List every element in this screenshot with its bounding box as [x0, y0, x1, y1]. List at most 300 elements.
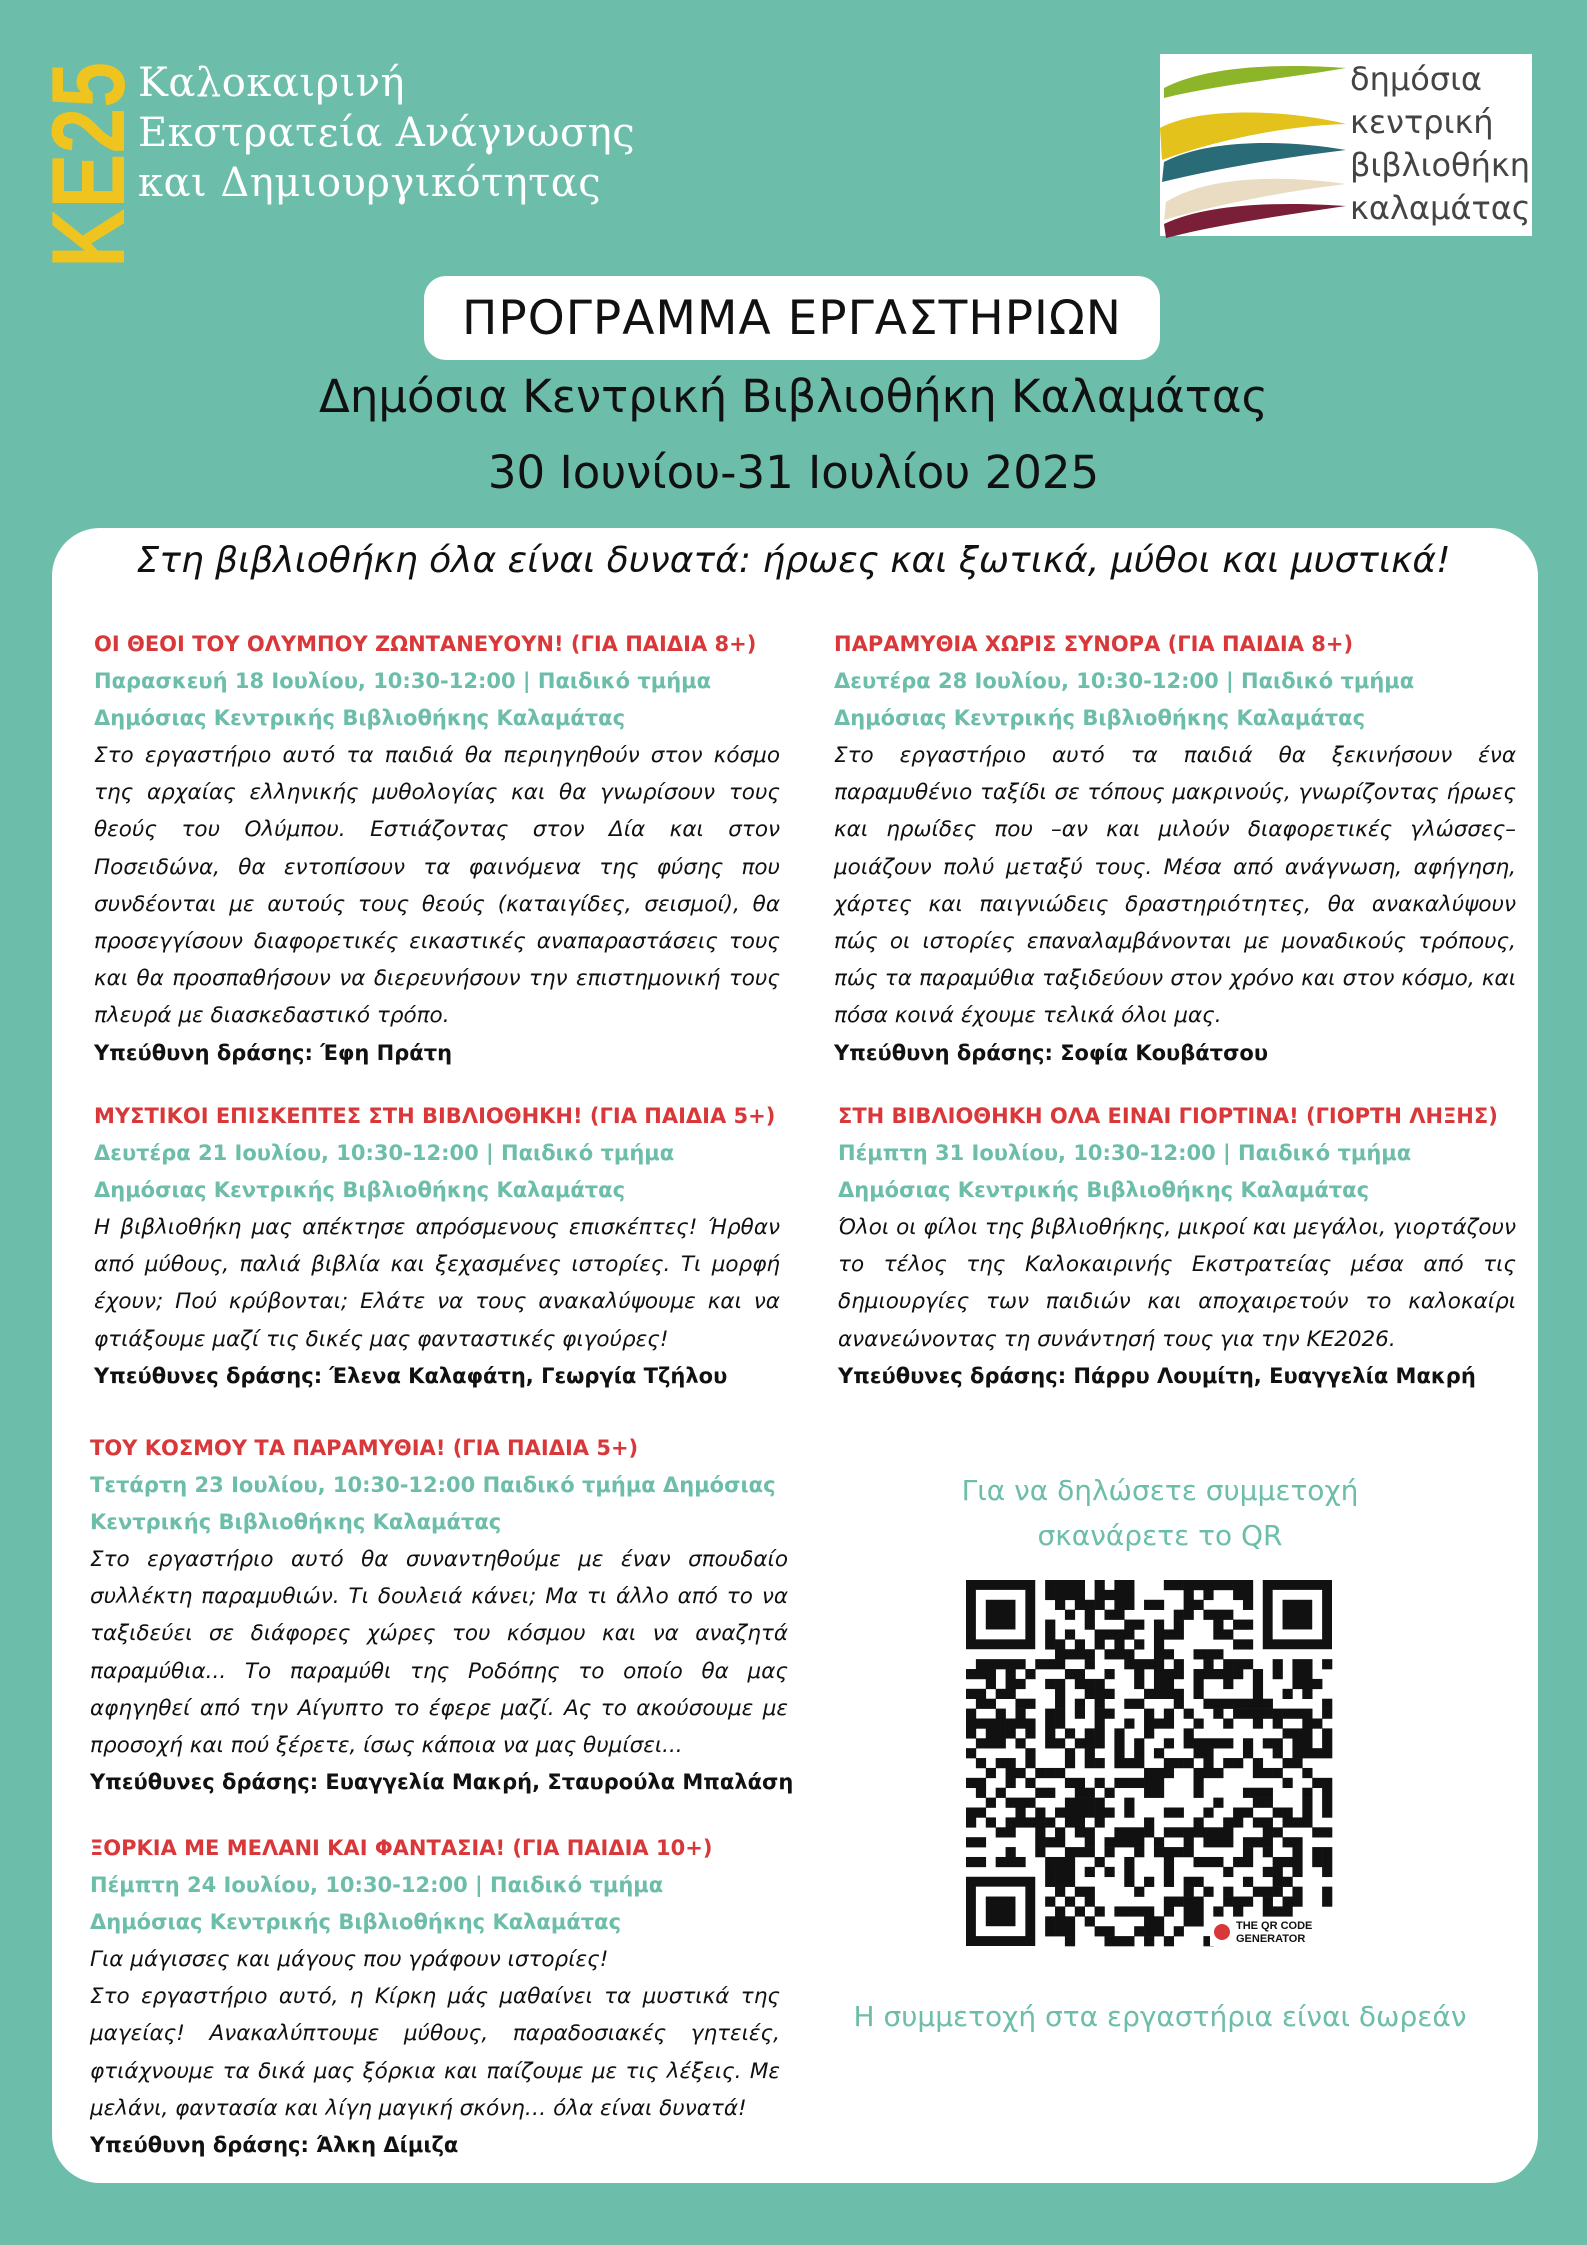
- qr-module: [1095, 1808, 1105, 1818]
- qr-module: [1312, 1827, 1322, 1837]
- qr-module: [1124, 1877, 1134, 1887]
- qr-module: [1243, 1738, 1253, 1748]
- qr-module: [1302, 1817, 1312, 1827]
- qr-module: [1184, 1580, 1194, 1590]
- qr-module: [1203, 1808, 1213, 1818]
- qr-module: [1045, 1580, 1055, 1590]
- qr-module: [1006, 1827, 1016, 1837]
- qr-module: [966, 1728, 976, 1738]
- qr-module: [1283, 1857, 1293, 1867]
- qr-module: [1144, 1906, 1154, 1916]
- qr-module: [1312, 1748, 1322, 1758]
- qr-module: [1045, 1867, 1055, 1877]
- event-date-location: Δευτέρα 21 Ιουλίου, 10:30-12:00 | Παιδικό τμήμα Δημόσιας Κεντρικής Βιβλιοθήκης Καλαμάτας: [94, 1141, 675, 1202]
- qr-module: [1035, 1768, 1045, 1778]
- qr-module: [1095, 1817, 1105, 1827]
- qr-module: [1065, 1817, 1075, 1827]
- qr-module: [1055, 1857, 1065, 1867]
- qr-module: [1164, 1936, 1174, 1946]
- qr-module: [1213, 1827, 1223, 1837]
- qr-module: [1104, 1669, 1114, 1679]
- campaign-line: Καλοκαιρινή: [138, 60, 406, 106]
- qr-module: [1302, 1798, 1312, 1808]
- qr-module: [986, 1679, 996, 1689]
- qr-module: [1302, 1768, 1312, 1778]
- qr-module: [1203, 1699, 1213, 1709]
- qr-module: [1085, 1649, 1095, 1659]
- qr-module: [1292, 1817, 1302, 1827]
- qr-module: [1095, 1639, 1105, 1649]
- qr-module: [1006, 1768, 1016, 1778]
- qr-module: [1194, 1897, 1204, 1907]
- date-range: 30 Ιουνίου-31 Ιουλίου 2025: [487, 446, 1100, 499]
- qr-module: [976, 1738, 986, 1748]
- qr-badge-text: THE QR CODE: [1236, 1920, 1313, 1932]
- qr-module: [1164, 1867, 1174, 1877]
- qr-module: [1292, 1837, 1302, 1847]
- qr-module: [996, 1659, 1006, 1669]
- qr-module: [1273, 1877, 1283, 1887]
- qr-module: [1154, 1639, 1164, 1649]
- qr-module: [1273, 1827, 1283, 1837]
- library-logo-text: [1350, 58, 1531, 230]
- qr-module: [1194, 1600, 1204, 1610]
- qr-module: [1213, 1837, 1223, 1847]
- qr-module: [1025, 1758, 1035, 1768]
- qr-module: [1065, 1728, 1075, 1738]
- qr-module: [1223, 1827, 1233, 1837]
- qr-module: [1134, 1827, 1144, 1837]
- qr-module: [1124, 1778, 1134, 1788]
- qr-module: [1184, 1590, 1194, 1600]
- qr-module: [1104, 1610, 1114, 1620]
- qr-module: [966, 1669, 976, 1679]
- qr-module: [1006, 1659, 1016, 1669]
- qr-module: [1154, 1837, 1164, 1847]
- qr-module: [1253, 1788, 1263, 1798]
- qr-module: [1006, 1689, 1016, 1699]
- qr-module: [1203, 1827, 1213, 1837]
- qr-module: [1322, 1887, 1332, 1897]
- qr-module: [1292, 1728, 1302, 1738]
- event-title: ΜΥΣΤΙΚΟΙ ΕΠΙΣΚΕΠΤΕΣ ΣΤΗ ΒΙΒΛΙΟΘΗΚΗ! (ΓΙΑ ΠΑΙΔΙΑ 5+): [94, 1104, 776, 1128]
- qr-module: [1114, 1936, 1124, 1946]
- qr-module: [1292, 1679, 1302, 1689]
- qr-module: [1045, 1877, 1055, 1887]
- event-card: [94, 626, 780, 1072]
- qr-module: [1213, 1610, 1223, 1620]
- qr-module: [1263, 1788, 1273, 1798]
- qr-module: [1164, 1580, 1174, 1590]
- qr-module: [1233, 1857, 1243, 1867]
- qr-module: [1312, 1679, 1322, 1689]
- qr-module: [1035, 1837, 1045, 1847]
- qr-module: [1233, 1659, 1243, 1669]
- qr-module: [1292, 1867, 1302, 1877]
- qr-module: [1095, 1738, 1105, 1748]
- qr-module: [1263, 1837, 1273, 1847]
- qr-module: [976, 1778, 986, 1788]
- qr-module: [1045, 1768, 1055, 1778]
- qr-module: [1184, 1709, 1194, 1719]
- qr-module: [1085, 1600, 1095, 1610]
- campaign-line: και Δημιουργικότητας: [138, 160, 602, 206]
- qr-module: [1184, 1758, 1194, 1768]
- qr-module: [1213, 1857, 1223, 1867]
- qr-module: [1006, 1718, 1016, 1728]
- qr-module: [1104, 1709, 1114, 1719]
- qr-module: [1015, 1808, 1025, 1818]
- qr-module: [1006, 1798, 1016, 1808]
- qr-module: [1164, 1808, 1174, 1818]
- qr-module: [1253, 1758, 1263, 1768]
- qr-module: [1164, 1827, 1174, 1837]
- motto: Στη βιβλιοθήκη όλα είναι δυνατά: ήρωες και ξωτικά, μύθοι και μυστικά!: [136, 540, 1451, 581]
- event-responsible: Υπεύθυνες δράσης: Ευαγγελία Μακρή, Σταυρούλα Μπαλάση: [90, 1770, 794, 1795]
- qr-module: [1104, 1590, 1114, 1600]
- qr-module: [1184, 1827, 1194, 1837]
- qr-module: [1184, 1728, 1194, 1738]
- qr-module: [1223, 1659, 1233, 1669]
- qr-module: [1194, 1669, 1204, 1679]
- qr-module: [1174, 1897, 1184, 1907]
- event-description: Η βιβλιοθήκη μας απέκτησε απρόσμενους επισκέπτες! Ήρθαν από μύθους, παλιά βιβλία και ξεχασμένες ιστορίες. Τι μορφή έχουν; Πού κρύβονται; Ελάτε να τους ανακαλύψουμε και να φτιάξουμε μαζί τις δικές μας φανταστικές φιγούρες!: [94, 1215, 780, 1352]
- qr-module: [1174, 1610, 1184, 1620]
- qr-module: [1015, 1817, 1025, 1827]
- qr-module: [1124, 1867, 1134, 1877]
- qr-module: [1134, 1738, 1144, 1748]
- qr-module: [996, 1718, 1006, 1728]
- qr-module: [1213, 1669, 1223, 1679]
- qr-module: [1312, 1718, 1322, 1728]
- qr-module: [1075, 1699, 1085, 1709]
- qr-module: [1144, 1600, 1154, 1610]
- qr-module: [1134, 1837, 1144, 1847]
- qr-module: [1154, 1649, 1164, 1659]
- qr-module: [1233, 1669, 1243, 1679]
- qr-module: [1065, 1669, 1075, 1679]
- qr-module: [1322, 1778, 1332, 1788]
- qr-module: [1312, 1857, 1322, 1867]
- qr-module: [1144, 1659, 1154, 1669]
- qr-module: [1075, 1778, 1085, 1788]
- event-date-location: Παρασκευή 18 Ιουλίου, 10:30-12:00 | Παιδικό τμήμα Δημόσιας Κεντρικής Βιβλιοθήκης Καλαμάτας: [94, 669, 712, 730]
- qr-module: [1085, 1897, 1095, 1907]
- qr-module: [1124, 1649, 1134, 1659]
- qr-module: [1006, 1857, 1016, 1867]
- qr-module: [1164, 1689, 1174, 1699]
- qr-module: [1213, 1620, 1223, 1630]
- qr-module: [1233, 1906, 1243, 1916]
- qr-module: [1045, 1817, 1055, 1827]
- qr-module: [1095, 1679, 1105, 1689]
- qr-module: [996, 1788, 1006, 1798]
- qr-module: [1065, 1808, 1075, 1818]
- qr-module: [1174, 1808, 1184, 1818]
- qr-module: [1322, 1897, 1332, 1907]
- qr-module: [1095, 1906, 1105, 1916]
- qr-module: [1114, 1906, 1124, 1916]
- qr-module: [1095, 1629, 1105, 1639]
- qr-module: [1085, 1788, 1095, 1798]
- qr-module: [1312, 1847, 1322, 1857]
- page-title: ΠΡΟΓΡΑΜΜΑ ΕΡΓΑΣΤΗΡΙΩΝ: [424, 276, 1160, 360]
- qr-code[interactable]: [966, 1580, 1332, 1946]
- qr-module: [1194, 1877, 1204, 1887]
- qr-module: [1035, 1659, 1045, 1669]
- qr-module: [1075, 1847, 1085, 1857]
- event-responsible: Υπεύθυνη δράσης: Σοφία Κουβάτσου: [834, 1040, 1269, 1065]
- qr-module: [1045, 1926, 1055, 1936]
- qr-module: [1065, 1610, 1075, 1620]
- qr-module: [1095, 1689, 1105, 1699]
- qr-module: [1203, 1758, 1213, 1768]
- qr-module: [1174, 1926, 1184, 1936]
- library-logo: [1160, 54, 1532, 236]
- qr-module: [1233, 1620, 1243, 1630]
- qr-module: [1164, 1679, 1174, 1689]
- qr-module: [1263, 1867, 1273, 1877]
- qr-module: [1322, 1738, 1332, 1748]
- qr-module: [1065, 1897, 1075, 1907]
- qr-module: [1283, 1778, 1293, 1788]
- qr-module: [1075, 1639, 1085, 1649]
- qr-module: [1184, 1877, 1194, 1887]
- qr-module: [986, 1699, 996, 1709]
- qr-module: [1283, 1689, 1293, 1699]
- qr-module: [1213, 1580, 1223, 1590]
- event-description: Στο εργαστήριο αυτό, η Κίρκη μάς μαθαίνει τα μυστικά της μαγείας! Ανακαλύπτουμε μύθους, παραδοσιακές γητειές, φτιάχνουμε τα δικά μας ξόρκια και παίζουμε με τις λέξεις. Με μελάνι, φαντασία και λίγη μαγική σκόνη… όλα είναι δυνατά!: [90, 1984, 780, 2121]
- ke25-logo: [31, 7, 147, 268]
- qr-module: [1065, 1629, 1075, 1639]
- qr-module: [1055, 1590, 1065, 1600]
- qr-module: [1273, 1748, 1283, 1758]
- qr-module: [966, 1689, 976, 1699]
- qr-module: [1025, 1669, 1035, 1679]
- qr-module: [1104, 1629, 1114, 1639]
- qr-module: [1134, 1748, 1144, 1758]
- qr-module: [1283, 1837, 1293, 1847]
- qr-module: [1164, 1847, 1174, 1857]
- qr-module: [1015, 1659, 1025, 1669]
- event-description: Στο εργαστήριο αυτό τα παιδιά θα περιηγηθούν στον κόσμο της αρχαίας ελληνικής μυθολογίας και θα γνωρίσουν τους θεούς του Ολύμπου. Εστιάζοντας στον Δία και στον Ποσειδώνα, θα εντοπίσουν τα φαινόμενα της φύσης που συνδέονται με αυτούς τους θεούς (καταιγίδες, σεισμοί), θα προσεγγίσουν διαφορετικές εικαστικές αναπαραστάσεις τους και θα προσπαθήσουν να διερευνήσουν την επιστημονική τους πλευρά με διασκεδαστικό τρόπο.: [94, 743, 780, 1029]
- qr-module: [1164, 1758, 1174, 1768]
- qr-module: [1035, 1808, 1045, 1818]
- qr-module: [1194, 1768, 1204, 1778]
- qr-module: [1144, 1817, 1154, 1827]
- qr-module: [1283, 1758, 1293, 1768]
- qr-module: [1312, 1778, 1322, 1788]
- qr-module: [1025, 1699, 1035, 1709]
- qr-module: [1322, 1788, 1332, 1798]
- qr-module: [1114, 1758, 1124, 1768]
- qr-module: [1164, 1738, 1174, 1748]
- qr-module: [1015, 1798, 1025, 1808]
- qr-module: [1124, 1837, 1134, 1847]
- qr-module: [1174, 1758, 1184, 1768]
- qr-module: [1203, 1748, 1213, 1758]
- qr-module: [1243, 1709, 1253, 1719]
- qr-module: [1124, 1718, 1134, 1728]
- qr-module: [1104, 1689, 1114, 1699]
- qr-module: [1085, 1728, 1095, 1738]
- qr-module: [996, 1758, 1006, 1768]
- qr-module: [1223, 1679, 1233, 1689]
- event-card: [90, 1430, 794, 1801]
- qr-module: [1233, 1709, 1243, 1719]
- qr-module: [1213, 1768, 1223, 1778]
- qr-module: [1134, 1699, 1144, 1709]
- qr-module: [1134, 1906, 1144, 1916]
- qr-module: [1104, 1837, 1114, 1847]
- qr-module: [1124, 1600, 1134, 1610]
- event-title: ΤΟΥ ΚΟΣΜΟΥ ΤΑ ΠΑΡΑΜΥΘΙΑ! (ΓΙΑ ΠΑΙΔΙΑ 5+): [90, 1436, 639, 1460]
- event-card: [834, 626, 1516, 1072]
- qr-module: [1154, 1916, 1164, 1926]
- qr-module: [1075, 1887, 1085, 1897]
- qr-module: [1184, 1887, 1194, 1897]
- qr-module: [1194, 1817, 1204, 1827]
- qr-module: [1253, 1679, 1263, 1689]
- qr-module: [1223, 1867, 1233, 1877]
- qr-module: [1075, 1709, 1085, 1719]
- qr-module: [1263, 1887, 1273, 1897]
- event-card: [94, 1098, 780, 1395]
- qr-module: [1273, 1768, 1283, 1778]
- qr-module: [1045, 1709, 1055, 1719]
- qr-module: [1253, 1689, 1263, 1699]
- qr-module: [1154, 1679, 1164, 1689]
- qr-module: [1233, 1580, 1243, 1590]
- qr-module: [1223, 1758, 1233, 1768]
- qr-module: [1124, 1620, 1134, 1630]
- qr-module: [1253, 1887, 1263, 1897]
- qr-module: [976, 1808, 986, 1818]
- qr-module: [1273, 1738, 1283, 1748]
- qr-module: [1114, 1610, 1124, 1620]
- qr-module: [976, 1669, 986, 1679]
- qr-module: [1095, 1600, 1105, 1610]
- qr-finder-pattern: [986, 1897, 1016, 1927]
- qr-module: [1203, 1590, 1213, 1600]
- qr-module: [1104, 1808, 1114, 1818]
- library-name: Δημόσια Κεντρική Βιβλιοθήκη Καλαμάτας: [319, 370, 1268, 423]
- qr-module: [1243, 1847, 1253, 1857]
- qr-module: [1065, 1847, 1075, 1857]
- qr-module: [1045, 1897, 1055, 1907]
- qr-module: [1055, 1679, 1065, 1689]
- library-logo-line: δημόσια: [1350, 60, 1482, 98]
- qr-module: [1025, 1798, 1035, 1808]
- qr-module: [996, 1738, 1006, 1748]
- qr-module: [1154, 1600, 1164, 1610]
- qr-module: [1065, 1936, 1075, 1946]
- qr-module: [966, 1857, 976, 1867]
- qr-module: [1263, 1906, 1273, 1916]
- qr-module: [1302, 1718, 1312, 1728]
- qr-badge-text: GENERATOR: [1236, 1933, 1306, 1945]
- qr-module: [1154, 1748, 1164, 1758]
- qr-module: [1243, 1897, 1253, 1907]
- qr-module: [1095, 1857, 1105, 1867]
- qr-module: [1015, 1699, 1025, 1709]
- qr-module: [1114, 1629, 1124, 1639]
- qr-module: [1164, 1877, 1174, 1887]
- qr-module: [1184, 1847, 1194, 1857]
- qr-module: [1114, 1778, 1124, 1788]
- qr-module: [1263, 1768, 1273, 1778]
- qr-module: [1045, 1718, 1055, 1728]
- qr-module: [1025, 1718, 1035, 1728]
- qr-module: [1184, 1916, 1194, 1926]
- qr-module: [1243, 1659, 1253, 1669]
- event-date-location: Πέμπτη 24 Ιουλίου, 10:30-12:00 | Παιδικό τμήμα Δημόσιας Κεντρικής Βιβλιοθήκης Καλαμάτας: [90, 1873, 664, 1934]
- qr-module: [1292, 1709, 1302, 1719]
- qr-module: [1045, 1837, 1055, 1847]
- qr-module: [1055, 1837, 1065, 1847]
- qr-module: [1174, 1689, 1184, 1699]
- qr-module: [1174, 1580, 1184, 1590]
- qr-module: [1134, 1847, 1144, 1857]
- qr-module: [1055, 1639, 1065, 1649]
- qr-module: [1174, 1629, 1184, 1639]
- qr-module: [1075, 1827, 1085, 1837]
- qr-module: [1194, 1748, 1204, 1758]
- qr-module: [1322, 1659, 1332, 1669]
- qr-module: [1006, 1758, 1016, 1768]
- qr-module: [1322, 1847, 1332, 1857]
- qr-module: [1095, 1798, 1105, 1808]
- qr-module: [1243, 1590, 1253, 1600]
- qr-module: [1164, 1649, 1174, 1659]
- qr-module: [1006, 1817, 1016, 1827]
- qr-module: [1273, 1906, 1283, 1916]
- qr-module: [966, 1709, 976, 1719]
- qr-module: [1085, 1748, 1095, 1758]
- event-responsible: Υπεύθυνη δράσης: Άλκη Δίμιζα: [90, 2133, 459, 2158]
- qr-module: [1124, 1808, 1134, 1818]
- qr-module: [1253, 1837, 1263, 1847]
- ke25-logo-text: KE25: [31, 7, 147, 268]
- qr-module: [1045, 1639, 1055, 1649]
- qr-module: [1253, 1718, 1263, 1728]
- qr-module: [986, 1798, 996, 1808]
- qr-module: [1025, 1817, 1035, 1827]
- qr-module: [1124, 1699, 1134, 1709]
- qr-module: [1174, 1659, 1184, 1669]
- qr-module: [996, 1689, 1006, 1699]
- qr-module: [1302, 1728, 1312, 1738]
- qr-module: [986, 1718, 996, 1728]
- qr-module: [1203, 1857, 1213, 1867]
- qr-module: [1263, 1738, 1273, 1748]
- qr-module: [1114, 1639, 1124, 1649]
- qr-module: [1015, 1709, 1025, 1719]
- qr-module: [1114, 1580, 1124, 1590]
- qr-module: [1095, 1580, 1105, 1590]
- qr-module: [1164, 1906, 1174, 1916]
- qr-module: [1055, 1600, 1065, 1610]
- qr-module: [1085, 1887, 1095, 1897]
- qr-module: [1006, 1728, 1016, 1738]
- qr-module: [1134, 1669, 1144, 1679]
- qr-module: [1085, 1758, 1095, 1768]
- qr-module: [1055, 1768, 1065, 1778]
- library-logo-line: βιβλιοθήκη: [1350, 146, 1531, 184]
- qr-module: [1243, 1857, 1253, 1867]
- qr-module: [1114, 1590, 1124, 1600]
- qr-module: [966, 1837, 976, 1847]
